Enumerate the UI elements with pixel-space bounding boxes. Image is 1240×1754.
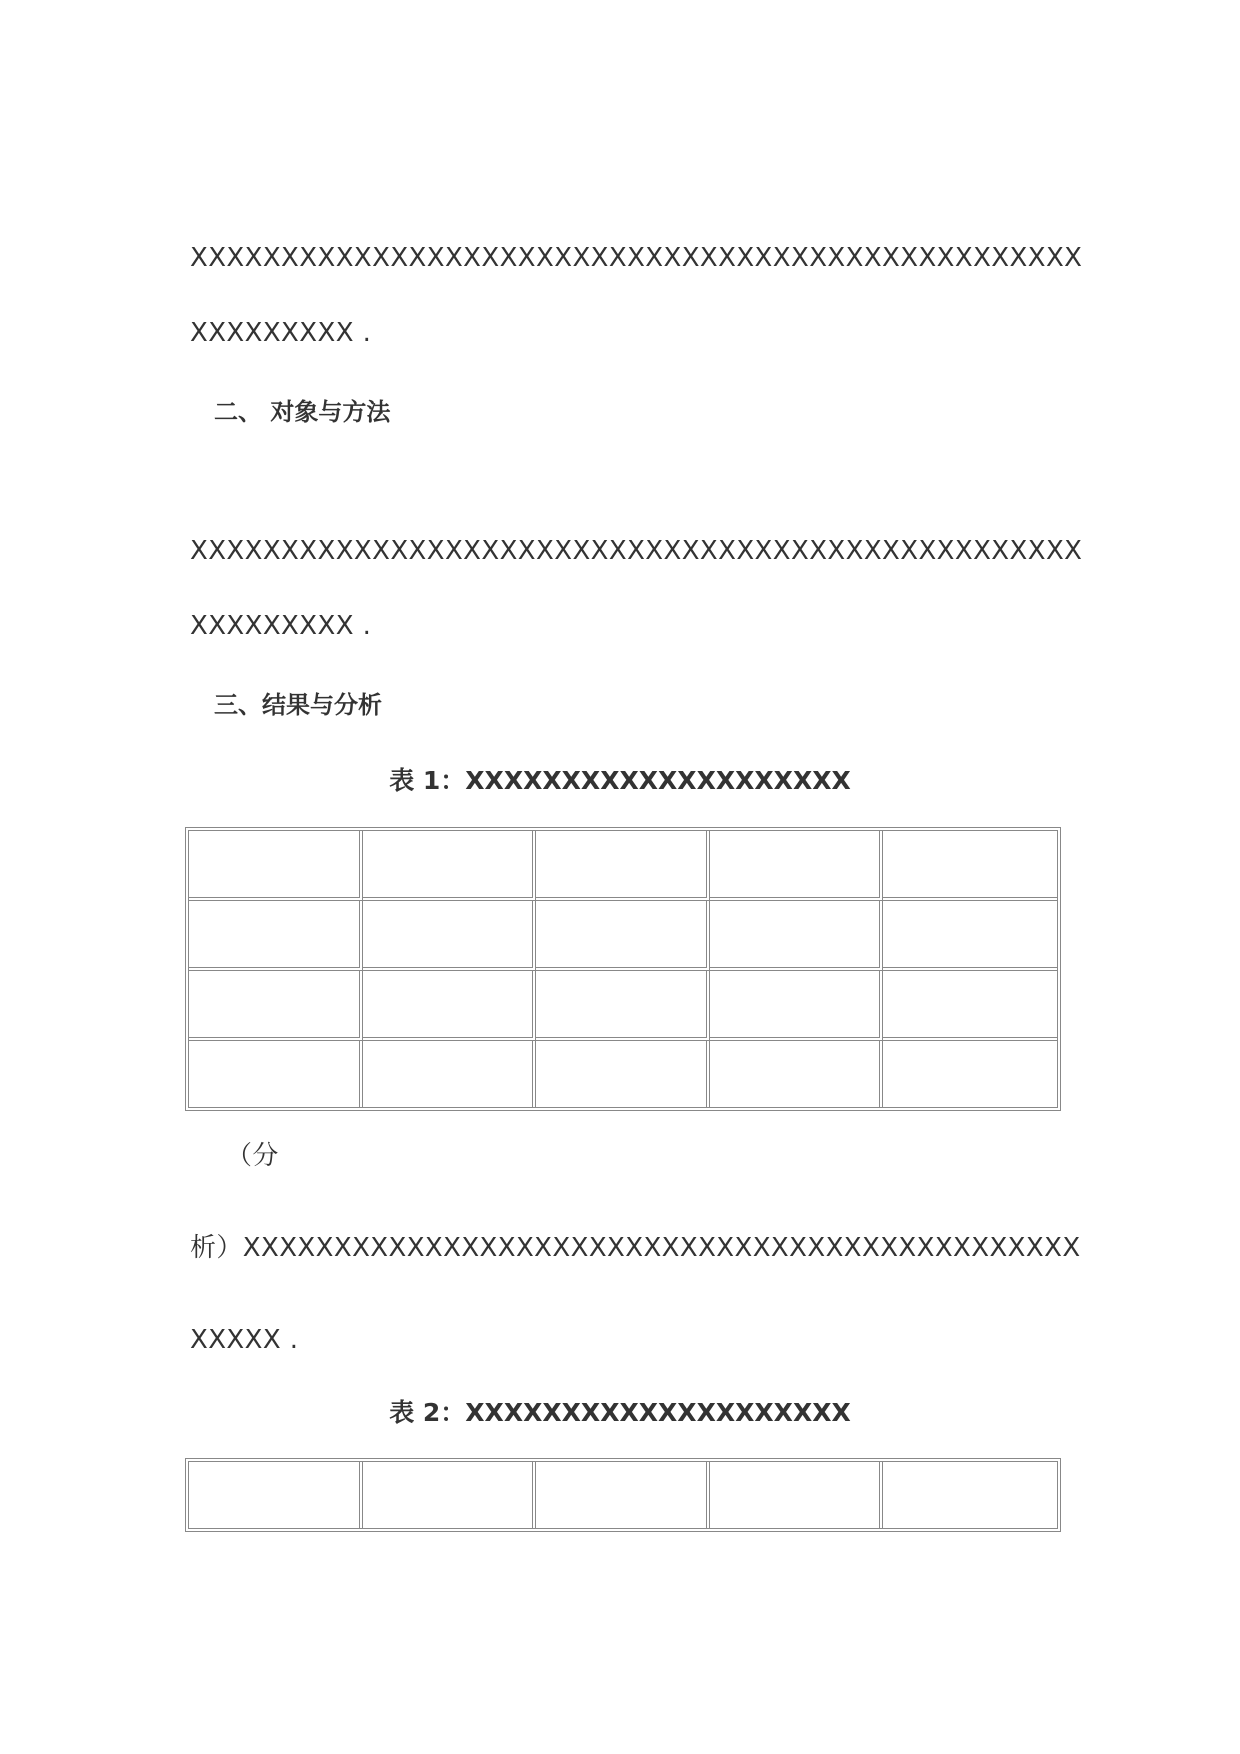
table-1-caption: 表 1：XXXXXXXXXXXXXXXXXXXX [389, 766, 851, 795]
table-cell [363, 901, 537, 971]
table-cell [710, 971, 884, 1041]
table-cell [189, 1462, 363, 1528]
table-row [189, 831, 1057, 901]
table-cell [883, 901, 1057, 971]
table-cell [710, 831, 884, 901]
table-cell [536, 1462, 710, 1528]
paragraph-2-line-1: XXXXXXXXXXXXXXXXXXXXXXXXXXXXXXXXXXXXXXXXXXXXXXXXX [190, 536, 1083, 566]
table-cell [363, 971, 537, 1041]
table-cell [883, 971, 1057, 1041]
table-cell [710, 901, 884, 971]
table-cell [189, 1041, 363, 1107]
table-cell [363, 1462, 537, 1528]
table-cell [883, 1462, 1057, 1528]
table-row [189, 901, 1057, 971]
section-heading-2: 二、 对象与方法 [214, 398, 391, 426]
table-cell [536, 1041, 710, 1107]
paragraph-3-line-0: （分 [226, 1141, 279, 1171]
table-cell [189, 971, 363, 1041]
table-cell [363, 831, 537, 901]
table-cell [536, 971, 710, 1041]
table-1 [185, 827, 1061, 1111]
table-cell [536, 831, 710, 901]
table-cell [710, 1462, 884, 1528]
section-heading-3: 三、结果与分析 [214, 691, 382, 719]
table-row [189, 1462, 1057, 1528]
table-cell [189, 901, 363, 971]
paragraph-3-line-2: XXXXX . [190, 1325, 299, 1355]
paragraph-2-line-2: XXXXXXXXX . [190, 611, 372, 641]
table-2 [185, 1458, 1061, 1532]
table-cell [536, 901, 710, 971]
table-row [189, 971, 1057, 1041]
table-cell [710, 1041, 884, 1107]
paragraph-3-line-1: 析）XXXXXXXXXXXXXXXXXXXXXXXXXXXXXXXXXXXXXXXXXXXXXX [190, 1233, 1081, 1263]
paragraph-1-line-1: XXXXXXXXXXXXXXXXXXXXXXXXXXXXXXXXXXXXXXXXXXXXXXXXX [190, 243, 1083, 273]
table-row [189, 1041, 1057, 1107]
table-2-caption: 表 2：XXXXXXXXXXXXXXXXXXXX [389, 1398, 851, 1427]
table-cell [883, 831, 1057, 901]
table-cell [363, 1041, 537, 1107]
table-cell [883, 1041, 1057, 1107]
table-cell [189, 831, 363, 901]
paragraph-1-line-2: XXXXXXXXX . [190, 318, 372, 348]
